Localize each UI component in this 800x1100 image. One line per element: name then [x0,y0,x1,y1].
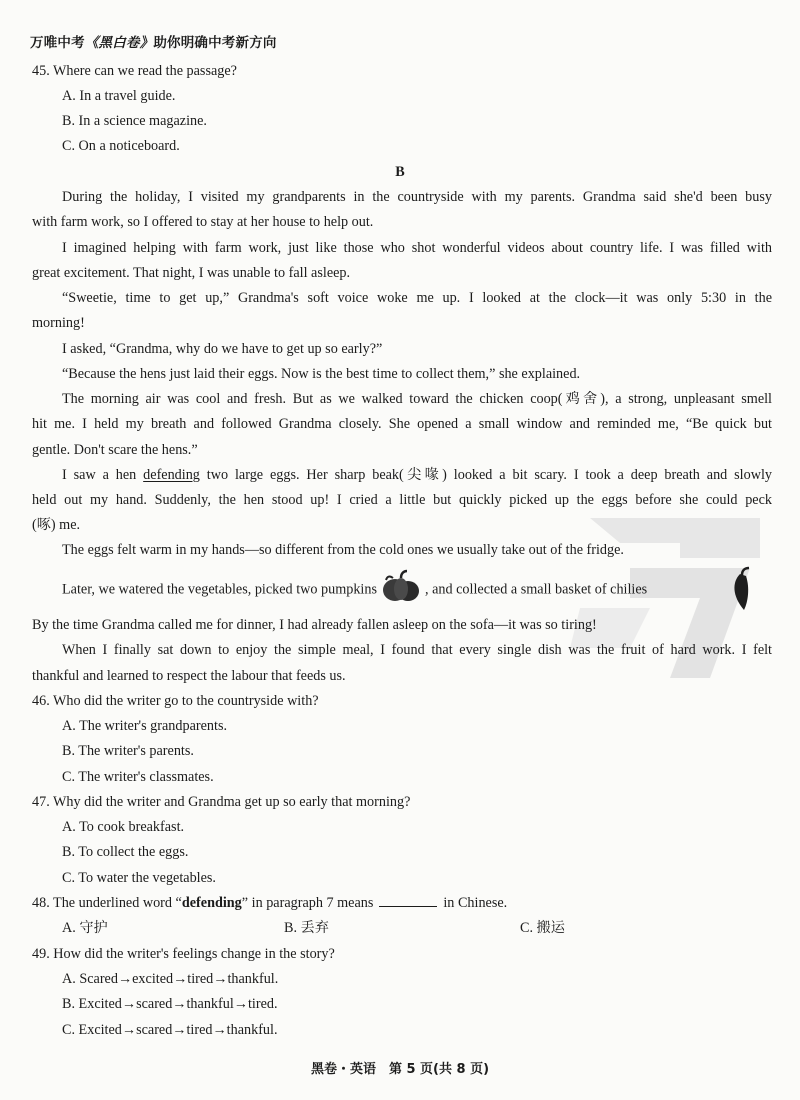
q48-question [32,893,772,913]
passage-line: morning! [32,315,85,331]
q47-option-b: B. To collect the eggs. [62,844,189,860]
q49-option-b: B. Excited→scared→thankful→tired. [62,996,278,1012]
q49-option-c: C. Excited→scared→tired→thankful. [62,1022,278,1038]
later-text-before: Later, we watered the vegetables, picked two pumpkins [62,581,377,598]
answer-blank [379,894,437,907]
page-header [30,31,277,51]
passage-line: When I finally sat down to enjoy the simple meal, I found that every single dish was the fruit of hard work. I felt [62,642,772,658]
q48-word: defending [181,895,242,911]
q47-question: 47. Why did the writer and Grandma get up so early that morning? [32,794,411,810]
p7-text-after: two large eggs. Her sharp beak(尖喙) looked a bit scary. I took a deep breath and slowly [199,467,772,483]
passage-line: The morning air was cool and fresh. But as we walked toward the chicken coop(鸡舍), a strong, unpleasant smell [62,391,772,407]
q48-option-b: B. 丢弃 [284,920,329,936]
passage-line: gentle. Don't scare the hens.” [32,442,198,458]
underlined-word-defending: defending [143,467,200,483]
passage-line: “Because the hens just laid their eggs. Now is the best time to collect them,” she explained. [62,366,581,382]
header-suffix: 助你明确中考新方向 [153,35,277,51]
passage-line: great excitement. That night, I was unable to fall asleep. [32,265,351,281]
q46-option-c: C. The writer's classmates. [62,769,214,785]
q48-option-a: A. 守护 [62,920,108,936]
passage-line: thankful and learned to respect the labour that feeds us. [32,668,346,684]
passage-line: “Sweetie, time to get up,” Grandma's soft voice woke me up. I looked at the clock—it was only 5:30 in the [62,290,772,306]
q45-option-b: B. In a science magazine. [62,113,207,129]
p7-text-before: I saw a hen [62,467,144,483]
q45-option-c: C. On a noticeboard. [62,138,180,154]
q46-option-a: A. The writer's grandparents. [62,718,228,734]
passage-line: held out my hand. Suddenly, the hen stood up! I cried a little but quickly picked up the eggs before she could peck [32,492,772,508]
passage-line: During the holiday, I visited my grandparents in the countryside with my parents. Grandma said she'd been busy [62,189,772,205]
later-text-after: , and collected a small basket of chilies [425,581,648,598]
q48-text-mid: ” in paragraph 7 means [241,895,374,911]
q48-option-c: C. 搬运 [520,920,565,936]
section-label: B [395,164,405,180]
pumpkin-icon [381,569,421,603]
q47-option-a: A. To cook breakfast. [62,819,185,835]
passage-line-p7 [62,465,772,485]
passage-line: with farm work, so I offered to stay at her house to help out. [32,214,374,230]
q49-question: 49. How did the writer's feelings change in the story? [32,946,335,962]
passage-line: By the time Grandma called me for dinner, I had already fallen asleep on the sofa—it was so tiring! [32,617,597,633]
q49-option-a: A. Scared→excited→tired→thankful. [62,971,279,987]
passage-line: (啄) me. [32,517,81,533]
q48-text-before: 48. The underlined word “ [32,895,182,911]
q47-option-c: C. To water the vegetables. [62,870,216,886]
passage-line: I imagined helping with farm work, just like those who shot wonderful videos about country life. I was filled with [62,240,772,256]
header-brand: 《黑白卷》 [84,35,154,51]
q45-question: 45. Where can we read the passage? [32,63,237,79]
q45-option-a: A. In a travel guide. [62,88,176,104]
header-prefix: 万唯中考 [30,35,85,51]
passage-line: I asked, “Grandma, why do we have to get up so early?” [62,341,383,357]
passage-line: hit me. I held my breath and followed Grandma closely. She opened a small window and reminded me, “Be quick but [32,416,772,432]
chili-icon [728,566,756,612]
passage-line-later [62,577,772,603]
page-footer: 黑卷・英语 第 5 页(共 8 页) [310,1062,490,1077]
passage-line: The eggs felt warm in my hands—so different from the cold ones we usually take out of the fridge. [62,542,624,558]
q48-text-after: in Chinese. [443,895,508,911]
q46-option-b: B. The writer's parents. [62,743,194,759]
q46-question: 46. Who did the writer go to the countryside with? [32,693,319,709]
